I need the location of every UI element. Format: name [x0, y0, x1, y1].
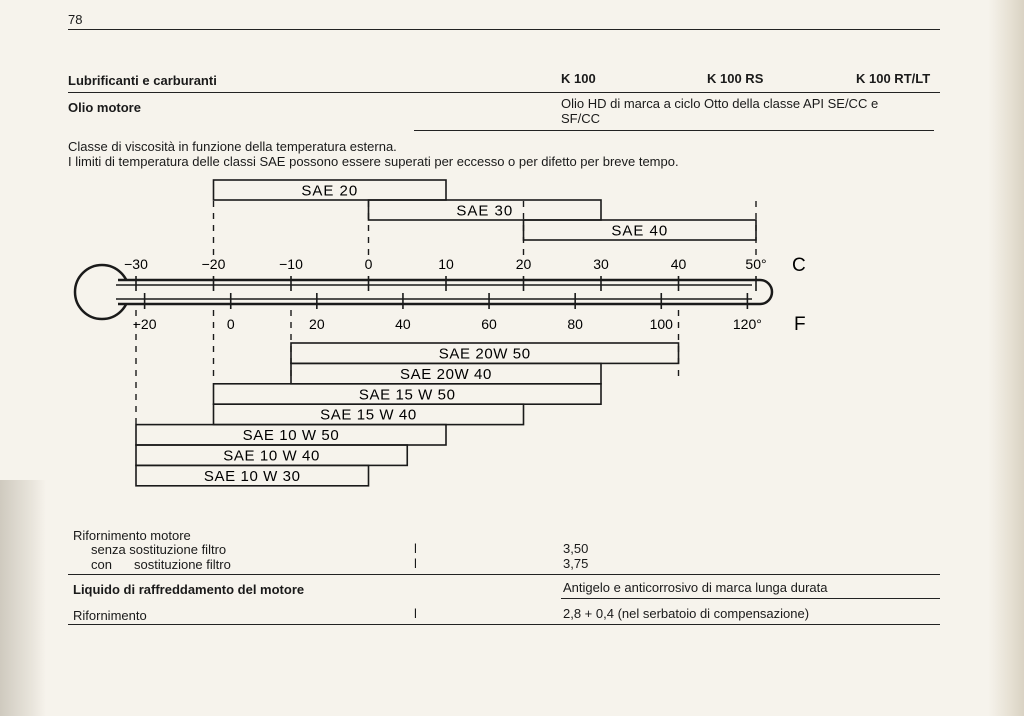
celsius-tick-label: −10 [279, 256, 303, 272]
coolant-rule [561, 598, 940, 599]
coolant-value: Antigelo e anticorrosivo di marca lunga durata [563, 580, 828, 595]
celsius-tick-label: 50° [745, 256, 767, 272]
single-grade-label: SAE 30 [456, 202, 514, 220]
celsius-tick-label: 10 [438, 256, 454, 272]
refill-without-filter-unit: l [414, 541, 417, 556]
refill-with-filter-unit: l [414, 556, 417, 571]
celsius-tick-label: 20 [515, 256, 532, 272]
fahrenheit-tick-label: 0 [226, 316, 235, 332]
multi-grade-label: SAE 15 W 40 [320, 406, 417, 424]
multi-grade-label: SAE 20W 40 [400, 365, 492, 383]
refill-with-filter-value: 3,75 [563, 556, 589, 571]
engine-oil-spec-line1: Olio HD di marca a ciclo Otto della classe API SE/CC e [561, 96, 879, 111]
fahrenheit-tick-label: 100 [649, 316, 673, 332]
section-title: Lubrificanti e carburanti [68, 73, 217, 88]
refill-without-filter-value: 3,50 [563, 541, 589, 556]
coolant-refill-value: 2,8 + 0,4 (nel serbatoio di compensazione) [563, 606, 810, 621]
fahrenheit-tick-label: 40 [395, 316, 411, 332]
column-k100: K 100 [561, 71, 596, 86]
single-grade-label: SAE 40 [611, 222, 669, 240]
thermometer [75, 265, 772, 319]
refill-without-filter-label: senza sostituzione filtro [91, 542, 227, 557]
celsius-tick-label: 0 [364, 256, 373, 272]
refill-rule [68, 574, 940, 575]
refill-with-filter-prefix: con [91, 557, 112, 572]
engine-refill-title: Rifornimento motore [73, 528, 191, 543]
multi-grade-label: SAE 15 W 50 [358, 386, 456, 404]
engine-oil-label: Olio motore [68, 100, 141, 115]
viscosity-note-line1: Classe di viscosità in funzione della temperatura esterna. [68, 139, 397, 154]
fahrenheit-tick-label: 80 [567, 316, 583, 332]
fahrenheit-tick-label: 60 [481, 316, 497, 332]
fahrenheit-tick-label: −20 [132, 316, 157, 332]
celsius-tick-label: 40 [670, 256, 687, 272]
fahrenheit-unit-label: F [794, 314, 806, 335]
coolant-refill-label: Rifornimento [73, 608, 147, 623]
celsius-tick-label: −30 [124, 256, 148, 272]
single-grade-bars [214, 180, 757, 240]
coolant-refill-unit: l [414, 606, 417, 621]
fahrenheit-tick-label: 120° [732, 316, 762, 332]
multi-grade-label: SAE 20W 50 [438, 345, 531, 363]
single-grade-label: SAE 20 [301, 182, 359, 200]
column-k100rs: K 100 RS [707, 71, 764, 86]
multi-grade-label: SAE 10 W 30 [203, 467, 301, 485]
celsius-tick-label: −20 [201, 256, 226, 272]
engine-oil-spec-line2: SF/CC [561, 111, 600, 126]
celsius-tick-label: 30 [593, 256, 609, 272]
celsius-unit-label: C [792, 255, 806, 276]
multi-grade-label: SAE 10 W 40 [223, 447, 320, 465]
column-k100rtlt: K 100 RT/LT [856, 71, 931, 86]
thermometer-tube [118, 280, 772, 304]
multi-grade-bars [136, 343, 679, 486]
page-number: 78 [68, 12, 83, 27]
viscosity-note-line2: I limiti di temperatura delle classi SAE possono essere superati per eccesso o per difetto per breve tempo. [68, 154, 679, 169]
bottom-rule [68, 624, 940, 625]
refill-with-filter-label: sostituzione filtro [134, 557, 231, 572]
coolant-label: Liquido di raffreddamento del motore [73, 582, 305, 597]
multi-grade-label: SAE 10 W 50 [242, 427, 340, 445]
fahrenheit-tick-label: 20 [309, 316, 325, 332]
